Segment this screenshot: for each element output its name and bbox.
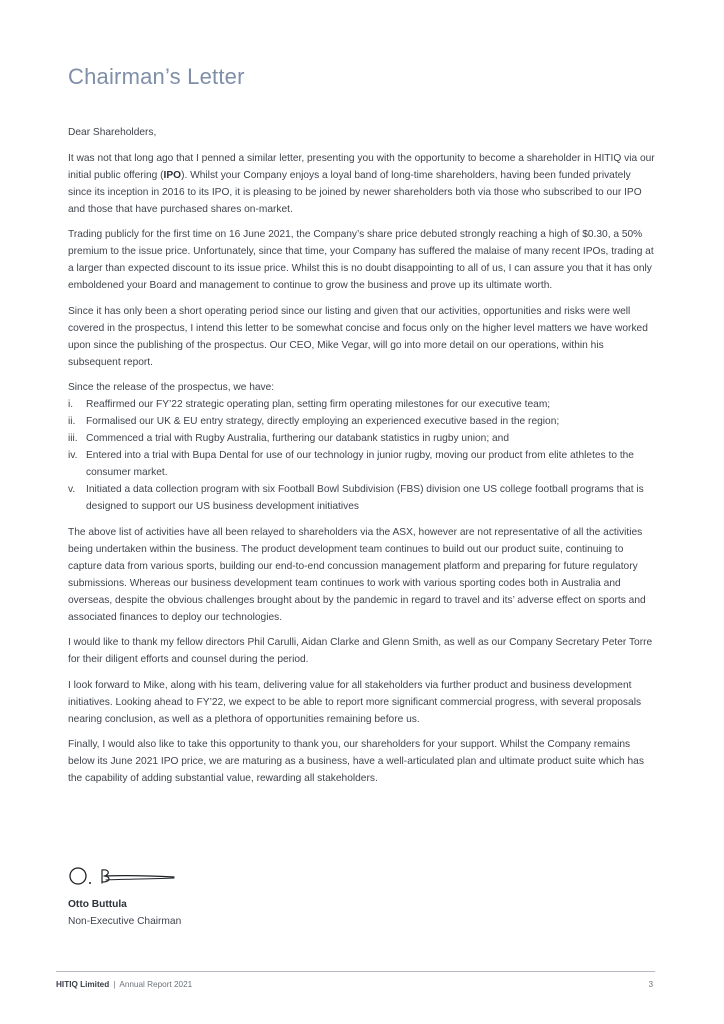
list-item — [68, 396, 656, 413]
paragraph-5: I would like to thank my fellow directors Phil Carulli, Aidan Clarke and Glenn Smith, as well as our Company Secretary Peter Torre for their diligent efforts and counsel during the period. — [68, 637, 653, 665]
signer-role: Non-Executive Chairman — [68, 916, 182, 927]
page-title: Chairman’s Letter — [68, 64, 245, 89]
list-item-text: Initiated a data collection program with six Football Bowl Subdivision (FBS) division one US college football programs that is designed to support our US business development initiatives — [86, 484, 644, 512]
list-intro: Since the release of the prospectus, we have: — [68, 382, 275, 393]
paragraph-6: I look forward to Mike, along with his team, delivering value for all stakeholders via further product and business development initiatives. Looking ahead to FY’22, we expect to be able to report more significant commercial progress, with several proposals nearing conclusion, as well as a plethora of opportunities remaining before us. — [68, 679, 642, 725]
list-item-text: Commenced a trial with Rugby Australia, furthering our databank statistics in rugby union; and — [86, 433, 510, 444]
list-item — [68, 430, 656, 447]
footer-document: Annual Report 2021 — [119, 980, 193, 989]
activities-list — [68, 396, 656, 515]
page-number: 3 — [648, 980, 653, 989]
list-item-number: i. — [68, 399, 74, 410]
salutation: Dear Shareholders, — [68, 127, 157, 138]
list-item — [68, 447, 656, 481]
list-item — [68, 413, 656, 430]
signature-image — [68, 864, 178, 888]
footer — [56, 980, 192, 989]
paragraph-3: Since it has only been a short operating period since our listing and given that our activities, opportunities and risks were well covered in the prospectus, I intend this letter to be somewhat concise and focus only on the higher level matters we have worked upon since the publishing of the prospectus. Our CEO, Mike Vegar, will go into more detail on our operations, within his subsequent report. — [68, 305, 648, 368]
paragraph-1-part-a: It was not that long ago that I penned a similar letter, presenting you with the opportunity to become a shareholder in HITIQ via our initial public offering ( — [68, 152, 655, 181]
ipo-abbreviation: IPO — [163, 169, 182, 181]
list-item-number: ii. — [68, 416, 76, 427]
footer-separator: | — [113, 980, 116, 989]
paragraph-4: The above list of activities have all been relayed to shareholders via the ASX, however are not representative of all the activities being undertaken within the business. The product development team continues to build out our product suite, continuing to capture data from various sports, building our end-to-end concussion management platform and preparing for future regulatory submissions. Whereas our business development team continues to work with various sporting codes both in Australia and overseas, despite the obvious challenges brought about by the pandemic in regard to travel and its’ adverse effect on sports and associated finances to deploy our technologies. — [68, 526, 646, 623]
footer-company: HITIQ Limited — [56, 980, 110, 989]
paragraph-2: Trading publicly for the first time on 16 June 2021, the Company’s share price debuted strongly reaching a high of $0.30, a 50% premium to the issue price. Unfortunately, since that time, your Company has suffered the malaise of many recent IPOs, trading at a larger than expected discount to its issue price. Whilst this is no doubt disappointing to all of us, I can assure you that it has only emboldened your Board and management to continue to grow the business and prove up its ultimate worth. — [68, 229, 654, 291]
letter-body — [68, 124, 656, 796]
paragraph-1-part-b: ). Whilst your Company enjoys a loyal band of long-time shareholders, having been funded privately since its inception in 2016 to its IPO, it is pleasing to be joined by newer shareholders both via those who subscribed to our IPO and those that have purchased shares on-market. — [68, 169, 642, 215]
signer-name: Otto Buttula — [68, 899, 127, 910]
list-item-number: iv. — [68, 450, 78, 461]
list-item-text: Reaffirmed our FY’22 strategic operating plan, setting firm operating milestones for our executive team; — [86, 399, 551, 410]
paragraph-7: Finally, I would also like to take this opportunity to thank you, our shareholders for your support. Whilst the Company remains below its June 2021 IPO price, we are maturing as a business, have a well-articulated plan and ultimate product suite which has the capability of adding substantial value, rewarding all stakeholders. — [68, 739, 644, 784]
footer-divider — [56, 971, 655, 972]
list-item — [68, 481, 656, 515]
list-item-number: iii. — [68, 433, 78, 444]
paragraph-1 — [68, 150, 656, 218]
list-item-text: Entered into a trial with Bupa Dental for use of our technology in junior rugby, moving our product from elite athletes to the consumer market. — [86, 450, 634, 478]
list-item-text: Formalised our UK & EU entry strategy, directly employing an experienced executive based in the region; — [86, 416, 560, 427]
list-item-number: v. — [68, 484, 76, 495]
